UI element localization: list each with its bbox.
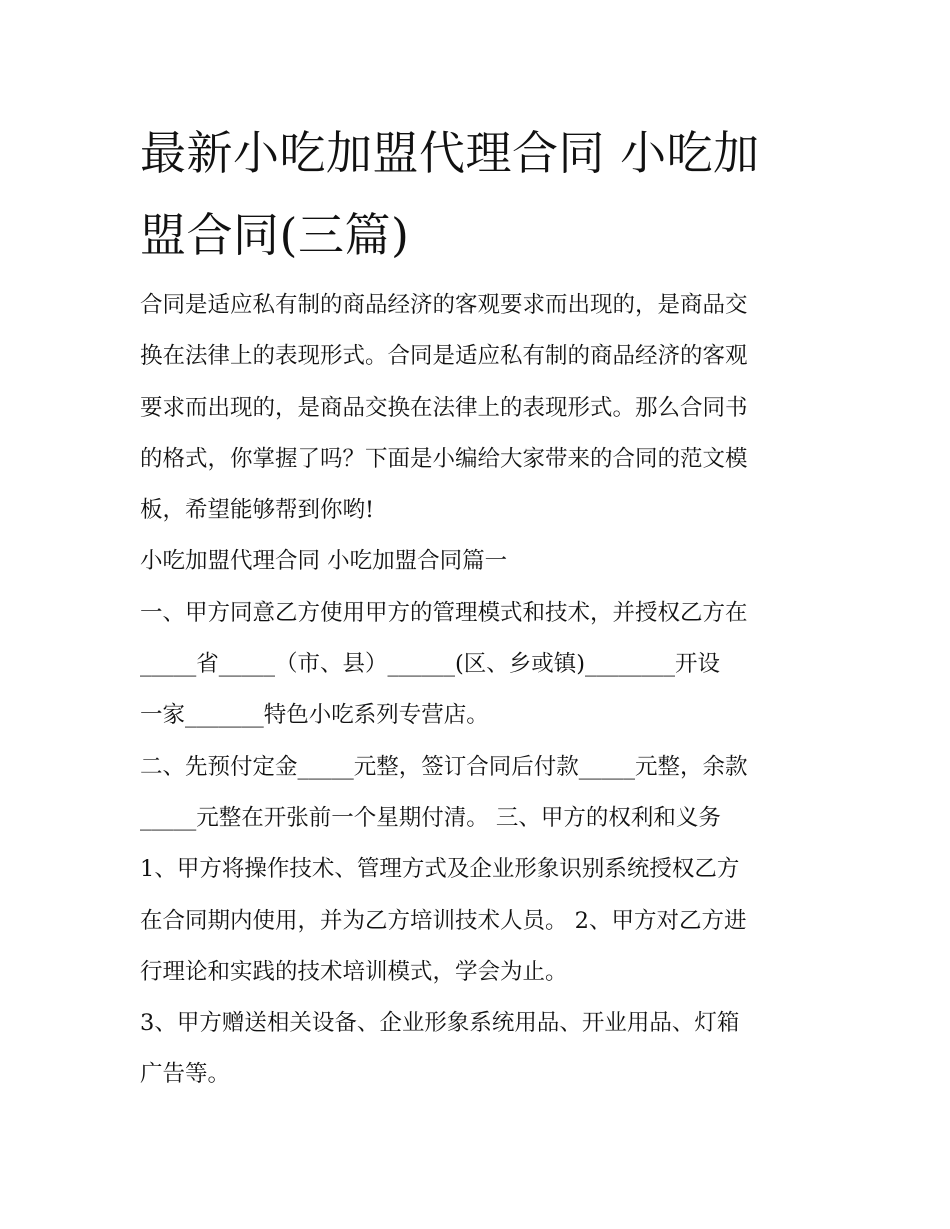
document-title: [140, 112, 820, 276]
clause-paragraph: [140, 588, 820, 742]
text-line: _____省_____（市、县）______(区、乡或镇)________开设: [140, 651, 721, 678]
text-line: 一、甲方同意乙方使用甲方的管理模式和技术，并授权乙方在: [140, 599, 748, 626]
text-line: 1、甲方将操作技术、管理方式及企业形象识别系统授权乙方: [140, 856, 740, 883]
clause-paragraph: [140, 998, 820, 1101]
text-line: _____元整在开张前一个星期付清。 三、甲方的权利和义务: [140, 804, 721, 831]
clause-paragraph: [140, 844, 820, 998]
text-line: 合同是适应私有制的商品经济的客观要求而出现的，是商品交: [140, 292, 748, 318]
text-line: 小吃加盟代理合同 小吃加盟合同篇一: [140, 548, 508, 575]
text-line: 的格式，你掌握了吗？下面是小编给大家带来的合同的范文模: [140, 445, 748, 472]
intro-paragraph: [140, 280, 820, 536]
title-line: 最新小吃加盟代理合同 小吃加: [140, 126, 760, 180]
document-body: [140, 280, 820, 1101]
text-line: 3、甲方赠送相关设备、企业形象系统用品、开业用品、灯箱: [140, 1010, 740, 1037]
title-line: 盟合同(三篇): [140, 208, 410, 262]
text-line: 二、先预付定金_____元整，签订合同后付款_____元整，余款: [140, 753, 748, 780]
text-line: 要求而出现的，是商品交换在法律上的表现形式。那么合同书: [140, 394, 748, 421]
text-line: 板，希望能够帮到你哟!: [140, 497, 375, 524]
text-line: 行理论和实践的技术培训模式，学会为止。: [140, 958, 568, 985]
text-line: 一家_______特色小吃系列专营店。: [140, 702, 489, 729]
text-line: 广告等。: [140, 1061, 231, 1088]
text-line: 在合同期内使用，并为乙方培训技术人员。 2、甲方对乙方进: [140, 907, 747, 934]
section-heading: [140, 536, 820, 587]
clause-paragraph: [140, 742, 820, 845]
text-line: 换在法律上的表现形式。合同是适应私有制的商品经济的客观: [140, 343, 748, 370]
